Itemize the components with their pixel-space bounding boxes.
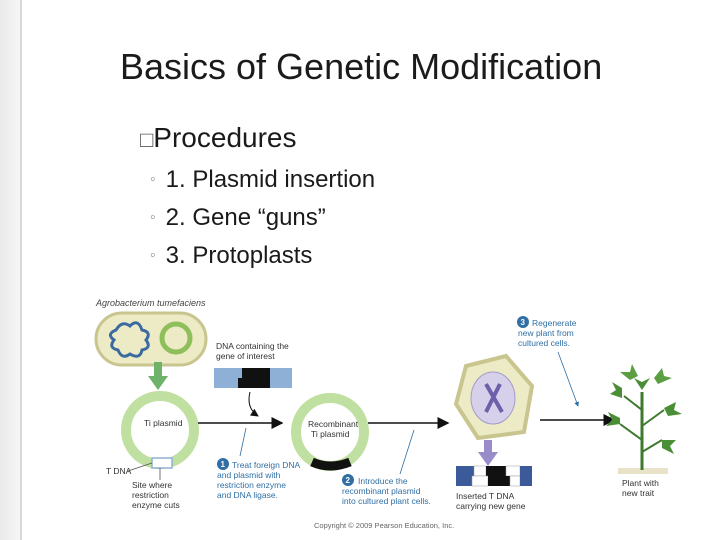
recombinant-label-line1: Recombinant: [308, 419, 359, 429]
t-dna-segment: [152, 458, 172, 468]
t-dna-label: T DNA: [106, 466, 132, 476]
step3-number: 3: [520, 318, 525, 327]
bullet-marker: □: [140, 127, 154, 152]
foreign-dna-strand: [214, 368, 292, 388]
organism-label: Agrobacterium tumefaciens: [96, 298, 206, 308]
dna-label-line1: DNA containing the: [216, 341, 289, 351]
step2-line3: into cultured plant cells.: [342, 496, 431, 506]
site-label-line1: Site where: [132, 480, 173, 490]
step2-number: 2: [345, 476, 350, 485]
subitem-text: 2. Gene “guns”: [165, 204, 326, 231]
step1-line1: Treat foreign DNA: [232, 460, 301, 470]
bullet-text: Procedures: [153, 122, 297, 153]
step1-line4: and DNA ligase.: [217, 490, 278, 500]
step1-line3: restriction enzyme: [217, 480, 286, 490]
subitem-text: 1. Plasmid insertion: [165, 166, 376, 193]
site-label-line2: restriction: [132, 490, 169, 500]
subitem-marker: ◦: [150, 171, 156, 188]
inserted-label-line2: carrying new gene: [456, 501, 526, 511]
step2-line1: Introduce the: [358, 476, 408, 486]
step3-pointer: [558, 352, 578, 406]
step3-line3: cultured cells.: [518, 338, 570, 348]
step1-pointer: [240, 428, 246, 456]
dna-arrow: [249, 392, 258, 416]
plant-label-line1: Plant with: [622, 478, 659, 488]
subitem-marker: ◦: [150, 247, 156, 264]
step1-number: 1: [220, 460, 225, 469]
copyright-notice: Copyright © 2009 Pearson Education, Inc.: [314, 521, 455, 530]
inserted-t-dna-strand: [456, 466, 532, 486]
slide-title: Basics of Genetic Modification: [120, 46, 603, 87]
inserted-label-line1: Inserted T DNA: [456, 491, 515, 501]
inserted-gene-segment: [312, 462, 350, 466]
step1-line2: and plasmid with: [217, 470, 281, 480]
plant-with-new-trait: [606, 364, 682, 474]
step2-line2: recombinant plasmid: [342, 486, 421, 496]
subitem-marker: ◦: [150, 209, 156, 226]
dna-label-line2: gene of interest: [216, 351, 275, 361]
recombinant-label-line2: Ti plasmid: [311, 429, 350, 439]
ti-plasmid-label: Ti plasmid: [144, 418, 183, 428]
step3-line2: new plant from: [518, 328, 574, 338]
step2-pointer: [400, 430, 414, 474]
site-label-line3: enzyme cuts: [132, 500, 180, 510]
subitem-text: 3. Protoplasts: [165, 242, 313, 269]
plant-label-line2: new trait: [622, 488, 655, 498]
step3-line1: Regenerate: [532, 318, 577, 328]
